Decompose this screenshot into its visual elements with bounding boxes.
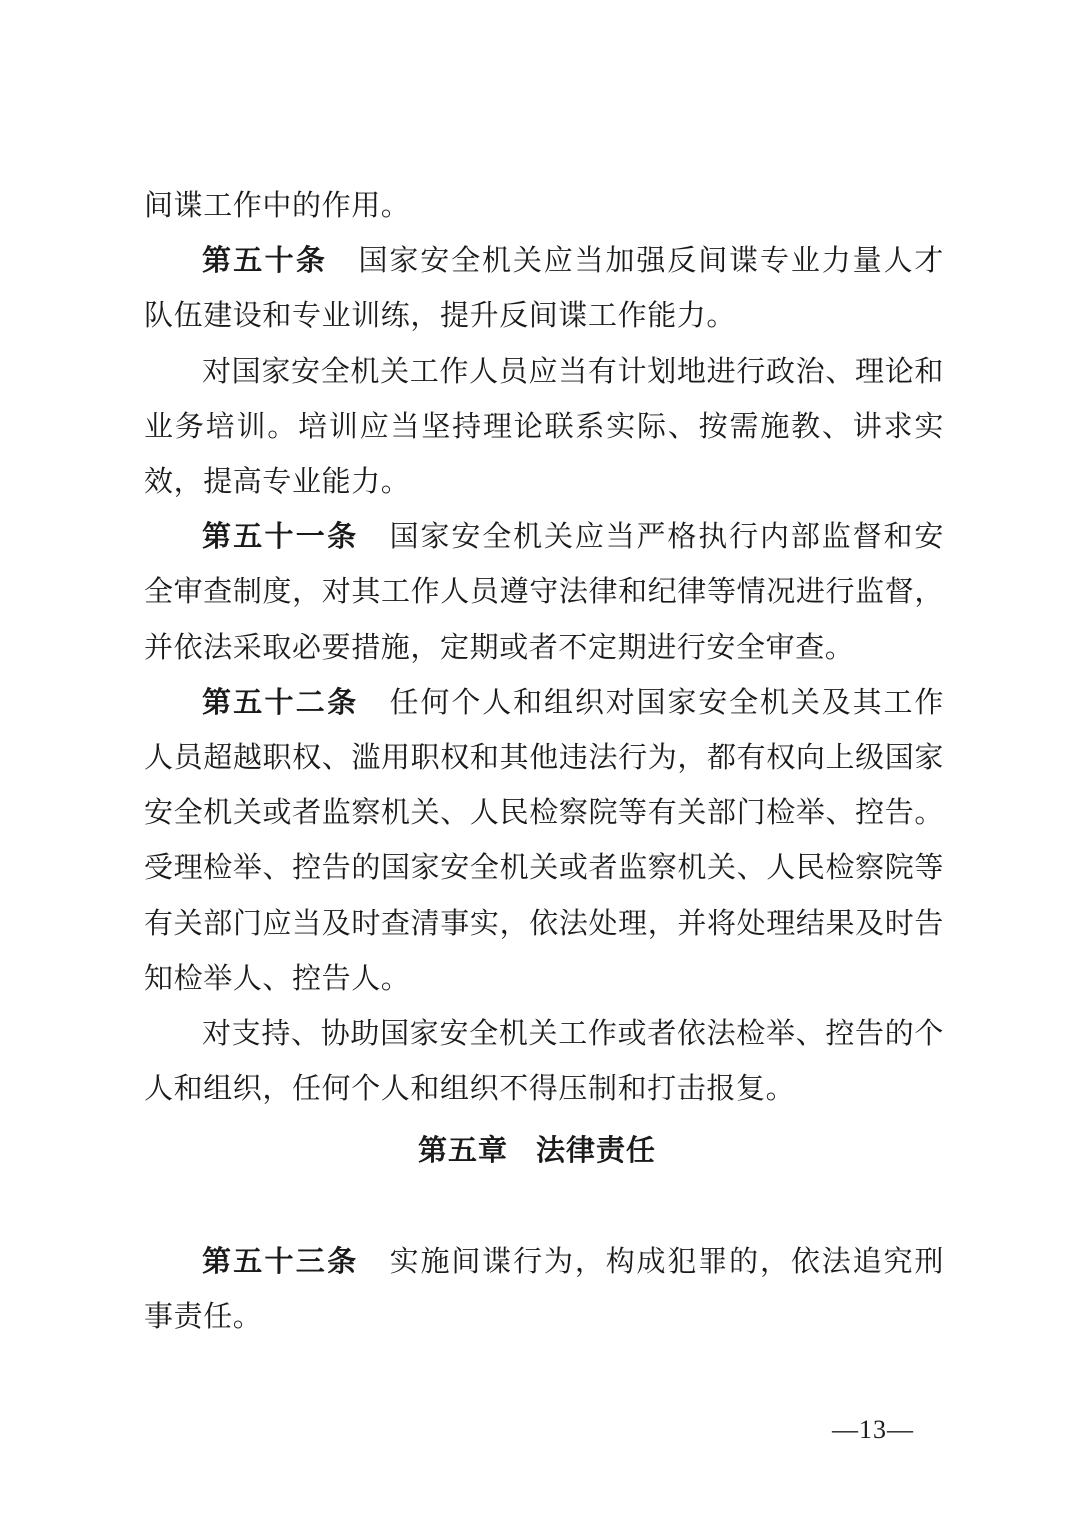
article-53-label: 第五十三条 bbox=[202, 1244, 359, 1278]
article-51-text: 国家安全机关应当严格执行内部监督和安全审查制度，对其工作人员遵守法律和纪律等情况进行监督，并依法采取必要措施，定期或者不定期进行安全审查。 bbox=[144, 519, 944, 664]
article-50-label: 第五十条 bbox=[202, 243, 328, 278]
body-text-lower bbox=[144, 1234, 944, 1344]
body-text-upper bbox=[144, 178, 944, 1116]
article-50-text: 国家安全机关应当加强反间谍专业力量人才队伍建设和专业训练，提升反间谍工作能力。 bbox=[144, 243, 944, 333]
chapter-title: 法律责任 bbox=[536, 1133, 657, 1167]
article-52-text: 任何个人和组织对国家安全机关及其工作人员超越职权、滥用职权和其他违法行为，都有权向上级国家安全机关或者监察机关、人民检察院等有关部门检举、控告。受理检举、控告的国家安全机关或者监察机关、人民检察院等有关部门应当及时查清事实，依法处理，并将处理结果及时告知检举人、控告人。 bbox=[144, 684, 944, 995]
article-53-text: 实施间谍行为，构成犯罪的，依法追究刑事责任。 bbox=[144, 1244, 944, 1334]
article-51 bbox=[144, 509, 944, 675]
article-52-label: 第五十二条 bbox=[202, 684, 359, 719]
article-50-paragraph-2: 对国家安全机关工作人员应当有计划地进行政治、理论和业务培训。培训应当坚持理论联系实际、按需施教、讲求实效，提高专业能力。 bbox=[144, 353, 944, 499]
article-53 bbox=[144, 1234, 944, 1344]
page-number: —13— bbox=[832, 1415, 914, 1444]
article-50 bbox=[144, 233, 944, 343]
chapter-number: 第五章 bbox=[417, 1133, 508, 1167]
continued-paragraph: 间谍工作中的作用。 bbox=[144, 188, 411, 222]
chapter-heading bbox=[0, 1128, 1074, 1169]
article-52-paragraph-2: 对支持、协助国家安全机关工作或者依法检举、控告的个人和组织，任何个人和组织不得压制和打击报复。 bbox=[144, 1016, 944, 1106]
article-51-label: 第五十一条 bbox=[202, 519, 359, 554]
article-52 bbox=[144, 675, 944, 1006]
